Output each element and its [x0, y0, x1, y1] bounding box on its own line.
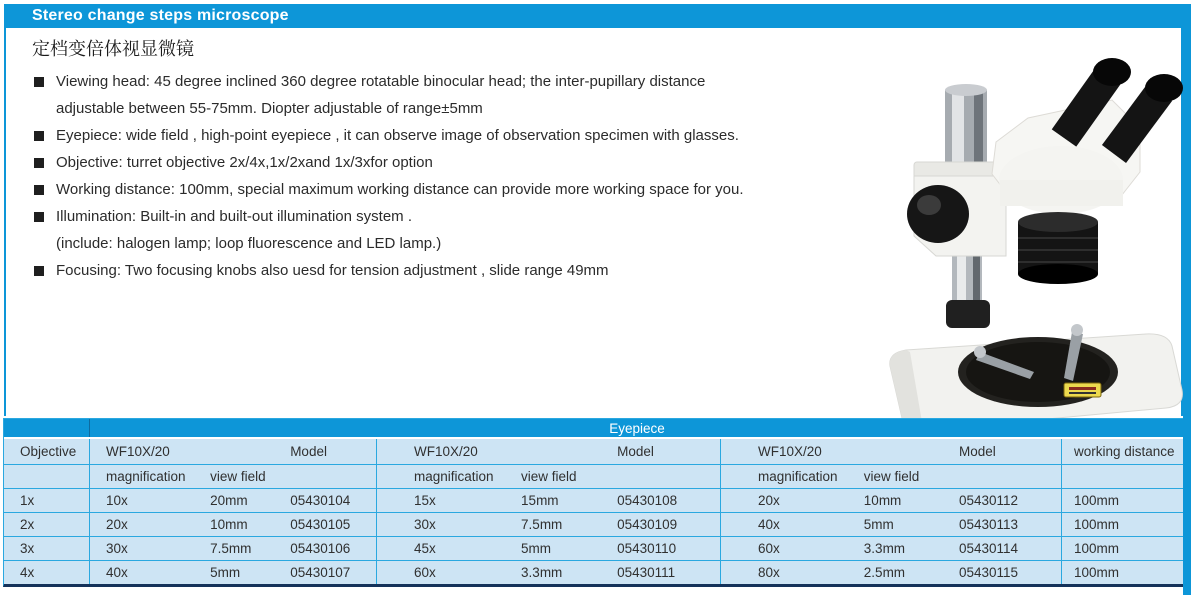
magnification-header-cell: magnification	[106, 469, 186, 484]
group-1-cells	[89, 561, 376, 584]
working-distance-cell: 100mm	[1061, 489, 1184, 512]
working-distance-cell: 100mm	[1061, 561, 1184, 584]
magnification-cell: 80x	[758, 565, 780, 580]
model-cell: 05430109	[617, 517, 678, 532]
bullet-square-icon	[34, 212, 44, 222]
bullet-square-icon	[34, 77, 44, 87]
view-field-cell: 20mm	[210, 493, 248, 508]
group-3-cells	[720, 561, 1061, 584]
microscope-photo	[876, 50, 1191, 440]
view-field-cell: 3.3mm	[521, 565, 563, 580]
subheader-group-1	[89, 465, 376, 488]
binocular-head	[992, 58, 1183, 214]
view-field-cell: 10mm	[210, 517, 248, 532]
eyepiece-group-2-header	[376, 439, 720, 464]
group-header-cell: WF10X/20	[106, 444, 170, 459]
microscope-base	[890, 334, 1183, 430]
brand-label	[1064, 383, 1101, 397]
bullet-square-icon	[34, 266, 44, 276]
focus-knob	[907, 185, 969, 243]
magnification-cell: 40x	[106, 565, 128, 580]
view-field-cell: 5mm	[210, 565, 241, 580]
working-distance-header-cell: working distance	[1061, 439, 1184, 464]
feature-item	[34, 122, 744, 149]
view-field-header-cell: view field	[521, 469, 577, 484]
magnification-header-cell: magnification	[414, 469, 494, 484]
objective-cell: 4x	[20, 565, 35, 580]
group-3-cells	[720, 513, 1061, 536]
magnification-cell: 60x	[414, 565, 436, 580]
table-row	[4, 536, 1184, 560]
feature-text: Working distance: 100mm, special maximum working distance can provide more working space for you.	[56, 181, 744, 198]
feature-text: Illumination: Built-in and built-out illumination system .	[56, 208, 412, 225]
feature-item	[34, 176, 744, 203]
working-distance-cell: 100mm	[1061, 537, 1184, 560]
view-field-cell: 5mm	[521, 541, 552, 556]
eyepiece-group-1-header	[89, 439, 376, 464]
spec-table	[3, 418, 1185, 587]
table-row	[4, 512, 1184, 536]
page-right-border	[1183, 4, 1191, 595]
model-cell: 05430105	[290, 517, 351, 532]
microscope-pole-bottom	[946, 248, 990, 328]
objective-cell: 3x	[20, 541, 35, 556]
feature-item	[34, 149, 744, 176]
view-field-cell: 5mm	[863, 517, 894, 532]
feature-text: Objective: turret objective 2x/4x,1x/2xand 1x/3xfor option	[56, 154, 433, 171]
objective-cell: 1x	[20, 493, 35, 508]
feature-item-continuation	[34, 230, 744, 257]
feature-text: adjustable between 55-75mm. Diopter adjustable of range±5mm	[56, 100, 483, 117]
group-2-cells	[376, 537, 720, 560]
magnification-header-cell: magnification	[758, 469, 838, 484]
feature-item	[34, 257, 744, 284]
model-cell: 05430113	[958, 517, 1019, 532]
view-field-cell: 7.5mm	[521, 517, 563, 532]
subheader-group-3	[720, 465, 1061, 488]
feature-text: (include: halogen lamp; loop fluorescence and LED lamp.)	[56, 235, 442, 252]
page-title: Stereo change steps microscope	[32, 7, 289, 24]
model-cell: 05430111	[617, 565, 676, 580]
model-header-cell: Model	[959, 444, 996, 459]
objective-barrel	[1018, 212, 1098, 284]
model-header-cell: Model	[617, 444, 654, 459]
magnification-cell: 60x	[758, 541, 780, 556]
group-2-cells	[376, 489, 720, 512]
eyepiece-header-cell: Eyepiece	[89, 419, 1184, 437]
blank-cell	[1061, 465, 1184, 488]
model-cell: 05430115	[958, 565, 1019, 580]
feature-item-continuation	[34, 95, 744, 122]
model-cell: 05430106	[290, 541, 351, 556]
magnification-cell: 20x	[758, 493, 780, 508]
model-cell: 05430110	[617, 541, 677, 556]
view-field-cell: 10mm	[863, 493, 902, 508]
view-field-header-cell: view field	[210, 469, 266, 484]
group-3-cells	[720, 489, 1061, 512]
objective-header-cell: Objective	[20, 444, 77, 459]
objective-cell: 2x	[20, 517, 35, 532]
bullet-square-icon	[34, 131, 44, 141]
group-header-cell: WF10X/20	[758, 444, 822, 459]
group-2-cells	[376, 561, 720, 584]
view-field-cell: 3.3mm	[863, 541, 906, 556]
view-field-cell: 15mm	[521, 493, 559, 508]
feature-text: Eyepiece: wide field , high-point eyepiece , it can observe image of observation specimen with glasses.	[56, 127, 739, 144]
content-area	[4, 28, 1183, 416]
model-header-cell: Model	[290, 444, 327, 459]
model-cell: 05430108	[617, 493, 678, 508]
group-1-cells	[89, 489, 376, 512]
group-2-cells	[376, 513, 720, 536]
page-title-bar	[4, 4, 1191, 28]
view-field-cell: 2.5mm	[863, 565, 906, 580]
feature-text: Viewing head: 45 degree inclined 360 degree rotatable binocular head; the inter-pupillary distance	[56, 73, 706, 90]
feature-text: Focusing: Two focusing knobs also uesd for tension adjustment , slide range 49mm	[56, 262, 609, 279]
table-row-eyepiece-header	[4, 419, 1184, 439]
model-cell: 05430107	[290, 565, 351, 580]
subheader-group-2	[376, 465, 720, 488]
feature-item	[34, 68, 744, 95]
subtitle-chinese: 定档变倍体视显微镜	[32, 39, 194, 59]
feature-list	[34, 68, 744, 284]
magnification-cell: 10x	[106, 493, 128, 508]
magnification-cell: 45x	[414, 541, 436, 556]
model-cell: 05430104	[290, 493, 351, 508]
eyepiece-group-3-header	[720, 439, 1061, 464]
magnification-cell: 15x	[414, 493, 436, 508]
bullet-square-icon	[34, 158, 44, 168]
magnification-cell: 20x	[106, 517, 128, 532]
model-cell: 05430112	[958, 493, 1019, 508]
view-field-cell: 7.5mm	[210, 541, 252, 556]
group-3-cells	[720, 537, 1061, 560]
table-row	[4, 488, 1184, 512]
feature-item	[34, 203, 744, 230]
group-1-cells	[89, 537, 376, 560]
magnification-cell: 30x	[414, 517, 436, 532]
table-row	[4, 560, 1184, 584]
view-field-header-cell: view field	[863, 469, 920, 484]
group-1-cells	[89, 513, 376, 536]
table-row-subheaders	[4, 464, 1184, 488]
working-distance-cell: 100mm	[1061, 513, 1184, 536]
bullet-square-icon	[34, 185, 44, 195]
model-cell: 05430114	[958, 541, 1019, 556]
magnification-cell: 30x	[106, 541, 128, 556]
table-row-column-headers	[4, 439, 1184, 464]
group-header-cell: WF10X/20	[414, 444, 478, 459]
magnification-cell: 40x	[758, 517, 780, 532]
